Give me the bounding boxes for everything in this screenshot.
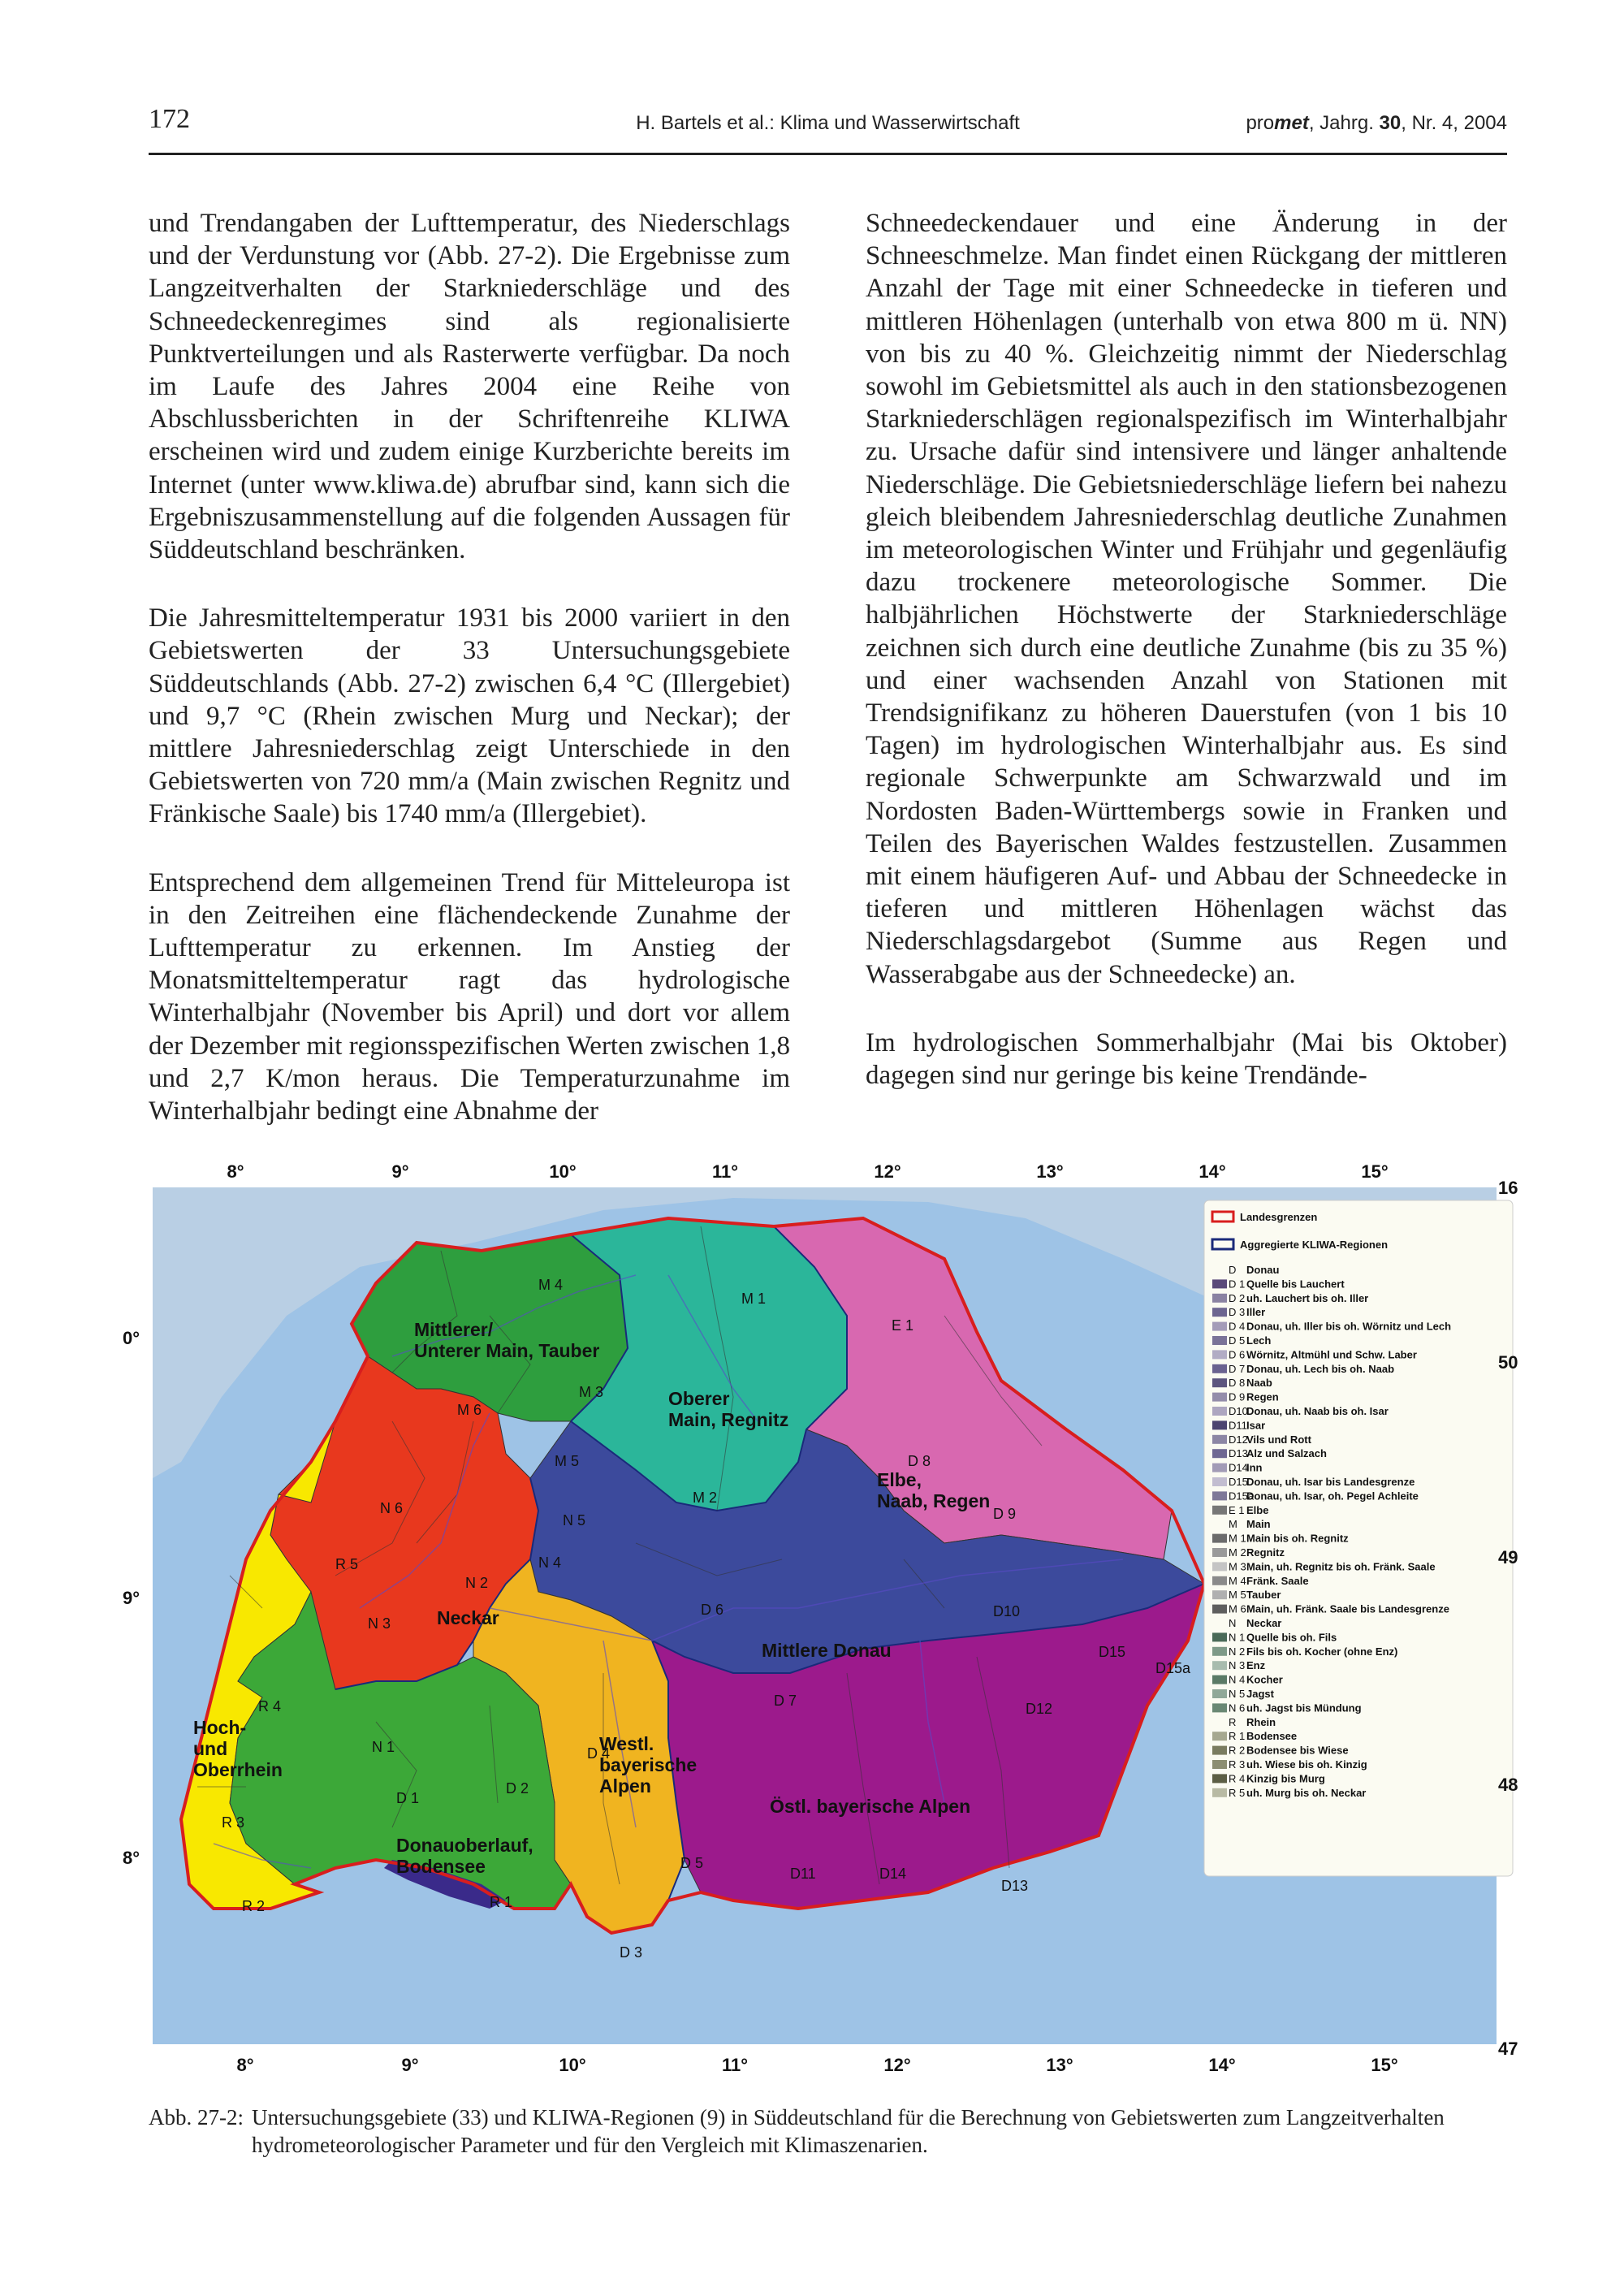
figure-caption: [149, 2104, 1507, 2159]
legend-label: Aggregierte KLIWA-Regionen: [1240, 1239, 1389, 1251]
left-column: [149, 207, 790, 1163]
legend-name: Main, uh. Fränk. Saale bis Landesgrenze: [1246, 1602, 1449, 1615]
legend-swatch: [1212, 1477, 1227, 1486]
legend-code: N 5: [1229, 1688, 1246, 1700]
subregion-label: R 1: [490, 1894, 513, 1910]
legend-swatch: [1212, 1562, 1227, 1571]
region-name-westl-alpen: bayerische: [599, 1754, 698, 1775]
legend-name: Donau, uh. Isar bis Landesgrenze: [1246, 1476, 1415, 1488]
legend-name: Naab: [1246, 1377, 1272, 1390]
legend-swatch: [1212, 1788, 1227, 1797]
latitude-label: 48: [1498, 1775, 1518, 1795]
subregion-label: D10: [993, 1603, 1021, 1619]
longitude-label: 15°: [1371, 2055, 1398, 2075]
subregion-label: D 1: [396, 1790, 420, 1806]
legend-name: Quelle bis oh. Fils: [1246, 1631, 1337, 1644]
paragraph: Schneedeckendauer und eine Änderung in der Schneeschmelze. Man findet einen Rückgang der mittleren Anzahl der Tage mit einer Schneedecke in tieferen und mittleren Höhenlagen (unterhalb von etwa 800 m ü. NN) von bis zu 40 %. Gleichzeitig nimmt der Niederschlag sowohl im Gebietsmittel als auch in den stationsbezogenen Starkniederschlägen regionalspezifisch im Winterhalbjahr zu. Ursache dafür sind intensivere und länger anhaltende Niederschläge. Die Gebietsniederschläge liefern bei nahezu gleich bleibendem Jahresniederschlag deutliche Zunahmen im meteorologischen Winter und Frühjahr und gegenläufig dazu trockenere meteorologische Sommer. Die halbjährlichen Höchstwerte der Starkniederschläge zeichnen sich durch eine deutliche Zunahme (bis zu 35 %) und einer wachsenden Anzahl von Stationen mit Trendsignifikanz zu höheren Dauerstufen (von 1 bis 10 Tagen) im hydrologischen Winterhalbjahr aus. Es sind regionale Schwerpunkte am Schwarzwald und im Nordosten Baden-Württembergs sowie in Franken und Teilen des Bayerischen Waldes festzustellen. Zusammen mit einem häufigeren Auf- und Abbau der Schneedecke in tieferen und mittleren Höhenlagen wächst das Niederschlagsdargebot (Summe aus Regen und Wasserabgabe aus der Schneedecke) an.: [866, 209, 1507, 989]
legend-swatch: [1212, 1407, 1227, 1416]
subregion-label: M 2: [693, 1490, 718, 1506]
legend-code: N: [1229, 1617, 1237, 1629]
legend-swatch: [1212, 1506, 1227, 1515]
subregion-label: R 5: [335, 1556, 359, 1572]
subregion-label: N 3: [368, 1615, 391, 1632]
legend-name: uh. Jagst bis Mündung: [1246, 1701, 1362, 1714]
legend-code: D10: [1229, 1405, 1248, 1417]
longitude-label: 10°: [559, 2055, 586, 2075]
legend-name: Iller: [1246, 1306, 1266, 1319]
legend-name: Quelle bis Lauchert: [1246, 1278, 1345, 1291]
legend-code: D12: [1229, 1433, 1248, 1446]
legend-swatch: [1212, 1703, 1227, 1712]
subregion-label: N 1: [372, 1739, 395, 1755]
longitude-label: 9°: [391, 1161, 409, 1182]
legend-code: D 2: [1229, 1291, 1246, 1304]
subregion-label: M 5: [555, 1453, 580, 1469]
legend-code: D 4: [1229, 1320, 1246, 1333]
legend-swatch: [1212, 1491, 1227, 1500]
subregion-label: M 6: [457, 1402, 482, 1418]
latitude-label: 47: [1498, 2039, 1518, 2059]
legend-name: Main, uh. Regnitz bis oh. Fränk. Saale: [1246, 1560, 1436, 1573]
legend-name: Inn: [1246, 1461, 1263, 1474]
legend-code: R: [1229, 1715, 1237, 1728]
legend-name: Tauber: [1246, 1589, 1281, 1602]
paragraph: und Trendangaben der Lufttemperatur, des Niederschlags und der Verdunstung vor (Abb. 27-2). Die Ergebnisse zum Langzeitverhalten der Starkniederschläge und des Schneedeckenregimes sind als regionalisierte Punktverteilungen und als Rasterwerte verfügbar. Da noch im Laufe des Jahres 2004 eine Reihe von Abschlussberichten in der Schriftenreihe KLIWA erscheinen wird und zudem einige Kurzberichte bereits im Internet (unter www.kliwa.de) abrufbar sind, kann sich die Ergebniszusammenstellung auf die folgenden Aussagen für Süddeutschland beschränken.: [149, 209, 790, 565]
legend-swatch: [1212, 1534, 1227, 1543]
legend-name: Lech: [1246, 1334, 1272, 1347]
legend-name: Donau, uh. Lech bis oh. Naab: [1246, 1362, 1395, 1375]
page-header: [149, 104, 1507, 155]
longitude-label: 12°: [883, 2055, 911, 2075]
legend-code: N 4: [1229, 1673, 1246, 1686]
legend-swatch: [1212, 1647, 1227, 1656]
subregion-label: D14: [879, 1866, 907, 1882]
subregion-label: M 1: [741, 1291, 767, 1307]
longitude-labels-top: [227, 1161, 1388, 1182]
legend-name: Elbe: [1246, 1503, 1269, 1516]
legend-code: D14: [1229, 1461, 1248, 1474]
region-name-hochrhein: und: [193, 1738, 228, 1759]
caption-text: Untersuchungsgebiete (33) und KLIWA-Regionen (9) in Süddeutschland für die Berechnung von Gebietswerten zum Langzeitverhalten hydrometeorologischer Parameter und für den Vergleich mit Klimaszenarien.: [252, 2105, 1445, 2157]
legend-code: R 1: [1229, 1730, 1246, 1743]
region-name-oberer-main: Main, Regnitz: [668, 1409, 789, 1430]
region-name-mittlerer-main: Unterer Main, Tauber: [414, 1340, 600, 1361]
legend-swatch: [1212, 1689, 1227, 1698]
legend-name: Bodensee bis Wiese: [1246, 1744, 1349, 1757]
legend-code: D15: [1229, 1476, 1248, 1488]
legend-code: D11: [1229, 1419, 1247, 1432]
subregion-label: D 4: [587, 1745, 611, 1762]
legend-swatch: [1212, 1364, 1227, 1373]
legend-name: Kocher: [1246, 1673, 1283, 1686]
subregion-label: D15a: [1155, 1660, 1191, 1676]
caption-label: Abb. 27-2:: [149, 2105, 244, 2130]
region-name-mittlere-donau: Mittlere Donau: [762, 1640, 892, 1661]
legend-name: Donau, uh. Isar, oh. Pegel Achleite: [1246, 1490, 1419, 1503]
subregion-label: D 9: [993, 1506, 1017, 1522]
legend-code: M 4: [1229, 1574, 1246, 1587]
legend-swatch: [1212, 1393, 1227, 1402]
legend-label: Landesgrenzen: [1240, 1211, 1318, 1223]
subregion-label: D11: [790, 1866, 816, 1882]
legend-name: Donau, uh. Naab bis oh. Isar: [1246, 1405, 1389, 1417]
subregion-label: N 2: [465, 1575, 489, 1591]
subregion-label: D12: [1026, 1701, 1053, 1717]
subregion-label: R 3: [222, 1814, 245, 1831]
region-name-oestl-alpen: Östl. bayerische Alpen: [770, 1796, 971, 1817]
legend-code: D 1: [1229, 1278, 1246, 1291]
right-column: [866, 207, 1507, 1127]
latitude-label: 49: [1498, 1547, 1518, 1567]
subregion-label: M 4: [538, 1277, 564, 1293]
legend-code: D 6: [1229, 1348, 1246, 1361]
legend-code: D 3: [1229, 1306, 1246, 1319]
legend-name: uh. Lauchert bis oh. Iller: [1246, 1291, 1369, 1304]
legend-code: R 4: [1229, 1772, 1246, 1785]
legend-code: M: [1229, 1518, 1237, 1531]
region-name-westl-alpen: Westl.: [599, 1733, 654, 1754]
region-name-neckar: Neckar: [437, 1607, 499, 1628]
legend-swatch: [1212, 1732, 1227, 1740]
subregion-label: D 5: [680, 1855, 704, 1871]
kliwa-region-map: [123, 1153, 1529, 2083]
legend-code: N 2: [1229, 1645, 1246, 1658]
longitude-label: 15°: [1361, 1161, 1389, 1182]
legend-code: D13: [1229, 1447, 1248, 1460]
subregion-label: D 6: [701, 1602, 724, 1618]
legend-name: Fils bis oh. Kocher (ohne Enz): [1246, 1645, 1398, 1658]
latitude-label: 8°: [123, 1848, 140, 1868]
legend-swatch: [1212, 1322, 1227, 1331]
legend-name: Main: [1246, 1518, 1271, 1531]
legend-swatch: [1212, 1632, 1227, 1641]
region-name-donau-oberlauf: Donauoberlauf,: [396, 1835, 533, 1856]
legend-swatch: [1212, 1760, 1227, 1769]
legend-swatch: [1212, 1294, 1227, 1303]
legend-name: Enz: [1246, 1659, 1266, 1672]
region-name-oberer-main: Oberer: [668, 1388, 730, 1409]
legend-code: N 1: [1229, 1631, 1246, 1644]
paragraph: Im hydrologischen Sommerhalbjahr (Mai bis Oktober) dagegen sind nur geringe bis keine Trendände-: [866, 1027, 1507, 1091]
subregion-label: D15: [1099, 1644, 1126, 1660]
paragraph: Entsprechend dem allgemeinen Trend für Mitteleuropa ist in den Zeitreihen eine flächendeckende Zunahme der Lufttemperatur zu erkennen. Im Anstieg der Monatsmitteltemperatur ragt das hydrologische Winterhalbjahr (November bis April) und dort vor allem der Dezember mit regionsspezifischen Werten zwischen 1,8 und 2,7 K/mon heraus. Die Temperaturzunahme im Winterhalbjahr bedingt eine Abnahme der: [149, 867, 790, 1126]
longitude-label: 13°: [1036, 1161, 1064, 1182]
subregion-label: R 2: [242, 1898, 266, 1914]
legend-swatch: [1212, 1420, 1227, 1429]
longitude-label: 9°: [401, 2055, 419, 2075]
legend-swatch: [1212, 1350, 1227, 1359]
legend-code: M 5: [1229, 1589, 1246, 1602]
latitude-label: 9°: [123, 1588, 140, 1608]
longitude-label: 11°: [721, 2055, 749, 2075]
legend-name: Fränk. Saale: [1246, 1574, 1309, 1587]
region-name-hochrhein: Oberrhein: [193, 1759, 283, 1780]
longitude-label: 10°: [549, 1161, 577, 1182]
legend-code: R 2: [1229, 1744, 1246, 1757]
legend-swatch: [1212, 1378, 1227, 1387]
latitude-label: 50: [1498, 1352, 1518, 1373]
longitude-label: 12°: [874, 1161, 901, 1182]
legend-code: D: [1229, 1264, 1237, 1276]
legend-code: D 9: [1229, 1390, 1246, 1403]
legend-name: uh. Murg bis oh. Neckar: [1246, 1786, 1367, 1799]
longitude-label: 8°: [227, 1161, 244, 1182]
legend-name: Main bis oh. Regnitz: [1246, 1532, 1349, 1545]
region-name-westl-alpen: Alpen: [599, 1775, 651, 1797]
legend-code: R 5: [1229, 1786, 1246, 1799]
legend-name: Jagst: [1246, 1688, 1274, 1700]
page-number: 172: [149, 104, 190, 134]
legend-name: Vils und Rott: [1246, 1433, 1311, 1446]
legend-code: M 1: [1229, 1532, 1246, 1545]
subregion-label: D 8: [908, 1453, 931, 1469]
legend-code: R 3: [1229, 1758, 1246, 1771]
subregion-label: D 7: [774, 1693, 797, 1709]
journal-info: promet, Jahrg. 30, Nr. 4, 2004: [1246, 112, 1507, 134]
map-figure: [123, 1153, 1529, 2083]
latitude-label: 16: [1498, 1178, 1518, 1198]
paragraph: Die Jahresmitteltemperatur 1931 bis 2000 variiert in den Gebietswerten der 33 Untersuchungsgebiete Süddeutschlands (Abb. 27-2) zwischen 6,4 °C (Illergebiet) und 9,7 °C (Rhein zwischen Murg und Neckar); der mittlere Jahresniederschlag zeigt Unterschiede in den Gebietswerten von 720 mm/a (Main zwischen Regnitz und Fränkische Saale) bis 1740 mm/a (Illergebiet).: [149, 603, 790, 829]
longitude-label: 11°: [711, 1161, 739, 1182]
latitude-labels-left: [123, 1328, 140, 1868]
legend-swatch: [1212, 1605, 1227, 1614]
longitude-label: 14°: [1199, 1161, 1226, 1182]
legend-swatch: [1212, 1590, 1227, 1599]
legend-swatch: [1212, 1746, 1227, 1755]
legend-code: E 1: [1229, 1503, 1245, 1516]
legend-swatch: [1212, 1279, 1227, 1288]
legend-code: D 5: [1229, 1334, 1246, 1347]
subregion-label: D 3: [620, 1944, 643, 1961]
subregion-label: E 1: [892, 1317, 914, 1334]
legend-name: Donau: [1246, 1264, 1280, 1276]
region-name-mittlerer-main: Mittlerer/: [414, 1319, 494, 1340]
legend-name: Regen: [1246, 1390, 1279, 1403]
legend-name: Wörnitz, Altmühl und Schw. Laber: [1246, 1348, 1417, 1361]
legend-swatch: [1212, 1576, 1227, 1585]
longitude-label: 14°: [1208, 2055, 1236, 2075]
running-title: H. Bartels et al.: Klima und Wasserwirtschaft: [636, 112, 1020, 134]
region-name-elbe: Naab, Regen: [877, 1490, 991, 1511]
subregion-label: R 4: [258, 1698, 282, 1714]
legend-swatch: [1212, 1661, 1227, 1670]
legend-code: D 8: [1229, 1377, 1246, 1390]
legend-name: Regnitz: [1246, 1546, 1285, 1559]
legend-swatch: [1212, 1774, 1227, 1783]
subregion-label: N 6: [380, 1500, 404, 1516]
longitude-label: 13°: [1046, 2055, 1073, 2075]
subregion-label: M 3: [579, 1384, 604, 1400]
legend-code: D15a: [1229, 1490, 1255, 1503]
legend-name: Alz und Salzach: [1246, 1447, 1327, 1460]
legend-code: M 6: [1229, 1602, 1246, 1615]
region-name-donau-oberlauf: Bodensee: [396, 1856, 486, 1877]
legend-swatch: [1212, 1308, 1227, 1317]
legend-code: N 3: [1229, 1659, 1246, 1672]
legend-name: uh. Wiese bis oh. Kinzig: [1246, 1758, 1367, 1771]
legend-code: N 6: [1229, 1701, 1246, 1714]
legend-name: Rhein: [1246, 1715, 1276, 1728]
region-name-elbe: Elbe,: [877, 1469, 922, 1490]
legend-code: M 2: [1229, 1546, 1246, 1559]
legend-swatch: [1212, 1336, 1227, 1345]
legend-swatch: [1212, 1464, 1227, 1472]
legend-swatch: [1212, 1435, 1227, 1444]
legend-swatch: [1212, 1676, 1227, 1684]
legend-swatch: [1212, 1548, 1227, 1557]
legend-code: M 3: [1229, 1560, 1246, 1573]
subregion-label: D13: [1001, 1878, 1029, 1894]
legend-code: D 7: [1229, 1362, 1246, 1375]
longitude-label: 8°: [236, 2055, 254, 2075]
longitude-labels-bottom: [236, 2055, 1397, 2075]
legend-name: Bodensee: [1246, 1730, 1298, 1743]
subregion-label: N 4: [538, 1554, 562, 1571]
region-name-hochrhein: Hoch-: [193, 1717, 247, 1738]
legend-swatch: [1212, 1449, 1227, 1458]
latitude-label: 0°: [123, 1328, 140, 1348]
legend-name: Isar: [1246, 1419, 1266, 1432]
subregion-label: N 5: [563, 1512, 586, 1529]
legend-name: Neckar: [1246, 1617, 1282, 1629]
legend-name: Donau, uh. Iller bis oh. Wörnitz und Lech: [1246, 1320, 1452, 1333]
legend-name: Kinzig bis Murg: [1246, 1772, 1325, 1785]
subregion-label: D 2: [506, 1780, 529, 1797]
